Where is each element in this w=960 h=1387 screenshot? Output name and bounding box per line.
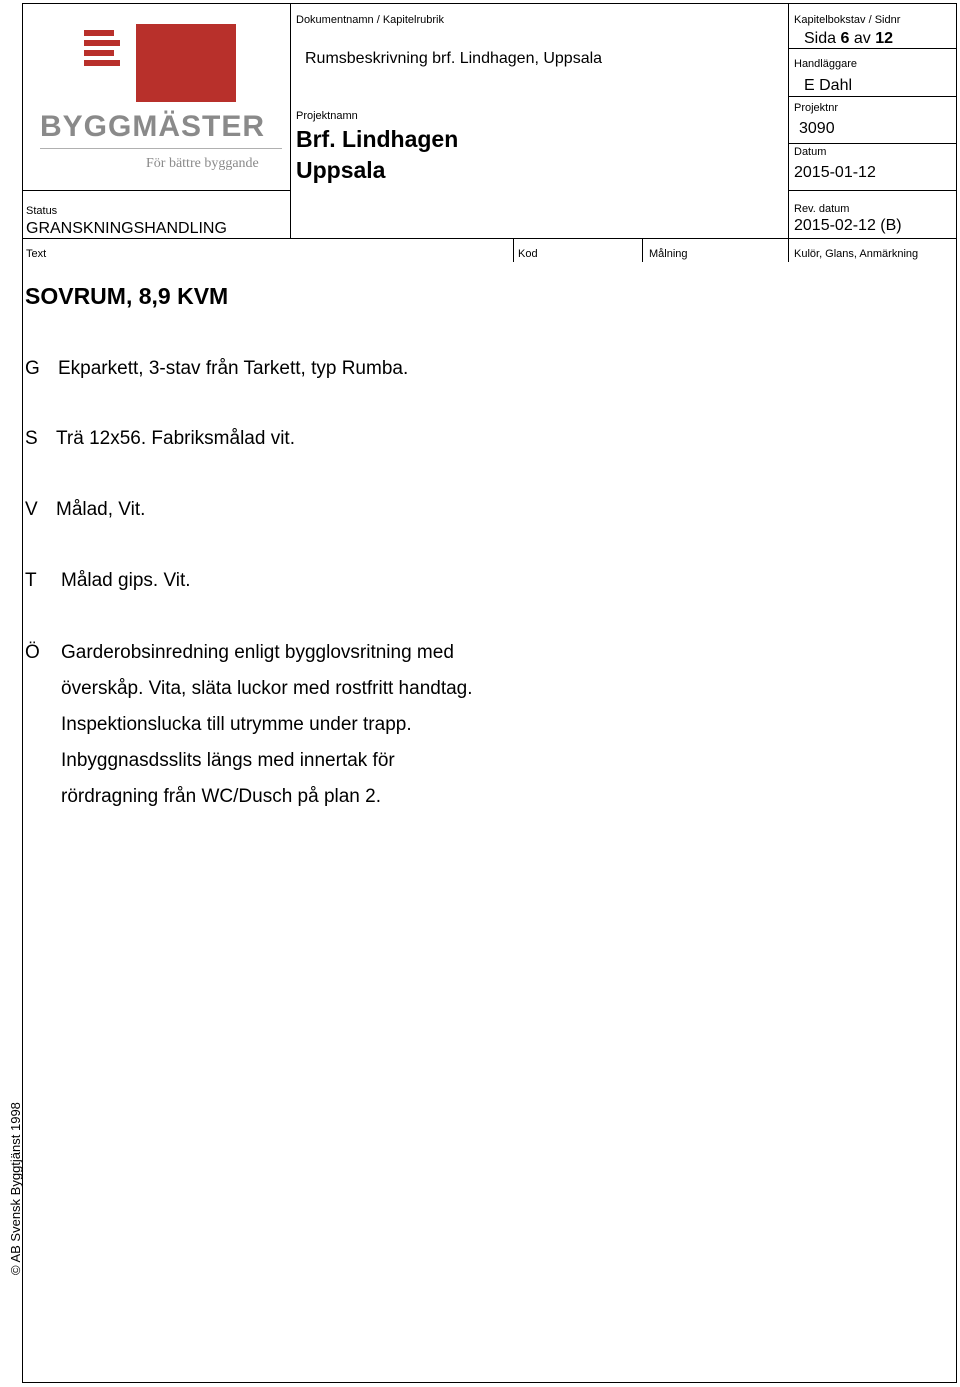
logo-tagline: För bättre byggande — [146, 156, 259, 171]
row-code-ceiling: T — [25, 570, 37, 591]
logo-brand-text: BYGGMÄSTER — [40, 110, 266, 143]
page-prefix: Sida — [804, 30, 837, 47]
page-number — [804, 30, 893, 47]
header-bottom-line-left — [22, 190, 290, 191]
row-text-ceiling: Målad gips. Vit. — [61, 570, 191, 591]
handler-label: Handläggare — [794, 58, 857, 70]
project-name-label: Projektnamn — [296, 110, 358, 122]
logo-graphic — [36, 18, 286, 118]
row-text-other: Garderobsinredning enligt bygglovsritning med — [61, 642, 454, 663]
header-row-line-3 — [788, 143, 957, 144]
date-value: 2015-01-12 — [794, 164, 876, 181]
row-code-skirting: S — [25, 428, 38, 449]
row-text-other-cont-4: rördragning från WC/Dusch på plan 2. — [61, 786, 381, 807]
column-header-code: Kod — [518, 248, 538, 260]
header-row-line-1 — [788, 48, 957, 49]
rev-date-value: 2015-02-12 (B) — [794, 217, 902, 234]
document-name-label: Dokumentnamn / Kapitelrubrik — [296, 14, 444, 26]
column-header-paint: Målning — [649, 248, 688, 260]
rev-date-label: Rev. datum — [794, 203, 850, 215]
header-row-line-2 — [788, 96, 957, 97]
row-text-other-cont-3: Inbyggnasdsslits längs med innertak för — [61, 750, 395, 771]
column-header-color: Kulör, Glans, Anmärkning — [794, 248, 919, 260]
page-of: av — [853, 30, 871, 47]
project-nr-value: 3090 — [799, 120, 835, 137]
row-text-wall: Målad, Vit. — [56, 499, 146, 520]
row-text-floor: Ekparkett, 3-stav från Tarkett, typ Rumba. — [58, 358, 409, 379]
status-row-bottom-line — [22, 238, 957, 239]
row-text-other-cont-2: Inspektionslucka till utrymme under trapp. — [61, 714, 412, 735]
status-value: GRANSKNINGSHANDLING — [26, 220, 227, 237]
document-name: Rumsbeskrivning brf. Lindhagen, Uppsala — [305, 50, 603, 67]
row-code-other: Ö — [25, 642, 40, 663]
status-label: Status — [26, 205, 58, 217]
row-text-skirting: Trä 12x56. Fabriksmålad vit. — [56, 428, 295, 449]
row-code-floor: G — [25, 358, 40, 379]
logo-divider — [40, 148, 282, 149]
page-current: 6 — [840, 30, 850, 47]
chapter-page-label: Kapitelbokstav / Sidnr — [794, 14, 901, 26]
project-name-line2: Uppsala — [296, 157, 386, 183]
page-total: 12 — [875, 30, 893, 47]
header-divider-right — [788, 3, 789, 238]
date-label: Datum — [794, 146, 827, 158]
column-divider-paint — [642, 238, 643, 262]
room-title: SOVRUM, 8,9 KVM — [25, 283, 229, 309]
project-name-line1: Brf. Lindhagen — [296, 126, 459, 152]
row-code-wall: V — [25, 499, 38, 520]
project-nr-label: Projektnr — [794, 102, 839, 114]
header-divider-left — [290, 3, 291, 238]
company-logo — [36, 18, 286, 178]
column-header-text: Text — [26, 248, 47, 260]
copyright-notice: © AB Svensk Byggtjänst 1998 — [8, 1102, 23, 1275]
column-divider-color — [788, 238, 789, 262]
handler-value: E Dahl — [804, 77, 853, 94]
row-text-other-cont-1: överskåp. Vita, släta luckor med rostfritt handtag. — [61, 678, 473, 699]
column-divider-code — [513, 238, 514, 262]
header-bottom-line-right — [788, 190, 957, 191]
